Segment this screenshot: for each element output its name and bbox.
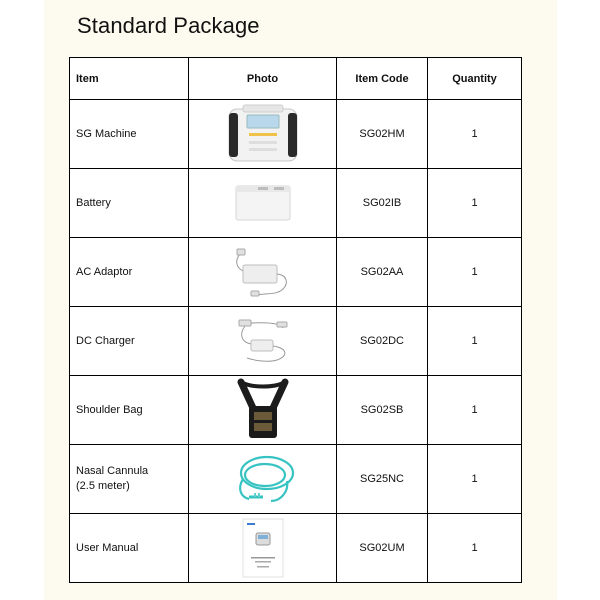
table-row — [70, 307, 522, 376]
item-quantity: 1 — [428, 445, 522, 514]
header-quantity: Quantity — [428, 58, 522, 100]
item-quantity: 1 — [428, 238, 522, 307]
photo-cell — [189, 100, 337, 169]
item-name: AC Adaptor — [70, 238, 189, 307]
item-name: DC Charger — [70, 307, 189, 376]
item-code: SG02UM — [337, 514, 428, 583]
item-code: SG02HM — [337, 100, 428, 169]
item-quantity: 1 — [428, 169, 522, 238]
item-code: SG02DC — [337, 307, 428, 376]
ac-adaptor-photo — [189, 245, 336, 299]
shoulder-bag-photo — [189, 378, 336, 442]
header-item: Item — [70, 58, 189, 100]
header-item-code: Item Code — [337, 58, 428, 100]
dc-charger-photo — [189, 314, 336, 368]
photo-cell — [189, 514, 337, 583]
table-row — [70, 445, 522, 514]
battery-photo — [189, 180, 336, 226]
table-row — [70, 169, 522, 238]
item-quantity: 1 — [428, 100, 522, 169]
photo-cell — [189, 376, 337, 445]
table-header-row — [70, 58, 522, 100]
table-row — [70, 100, 522, 169]
table-row — [70, 376, 522, 445]
nasal-cannula-photo — [189, 451, 336, 507]
item-name: Battery — [70, 169, 189, 238]
item-quantity: 1 — [428, 376, 522, 445]
item-name: User Manual — [70, 514, 189, 583]
user-manual-photo — [189, 517, 336, 579]
item-code: SG02IB — [337, 169, 428, 238]
item-code: SG25NC — [337, 445, 428, 514]
item-quantity: 1 — [428, 307, 522, 376]
item-name: Shoulder Bag — [70, 376, 189, 445]
machine-photo — [189, 103, 336, 165]
photo-cell — [189, 169, 337, 238]
table-row — [70, 238, 522, 307]
photo-cell — [189, 445, 337, 514]
header-photo: Photo — [189, 58, 337, 100]
item-name: SG Machine — [70, 100, 189, 169]
item-quantity: 1 — [428, 514, 522, 583]
item-name: Nasal Cannula (2.5 meter) — [70, 445, 189, 514]
photo-cell — [189, 238, 337, 307]
photo-cell — [189, 307, 337, 376]
item-code: SG02AA — [337, 238, 428, 307]
item-code: SG02SB — [337, 376, 428, 445]
package-table — [69, 57, 522, 583]
table-row — [70, 514, 522, 583]
page-title: Standard Package — [77, 13, 260, 38]
